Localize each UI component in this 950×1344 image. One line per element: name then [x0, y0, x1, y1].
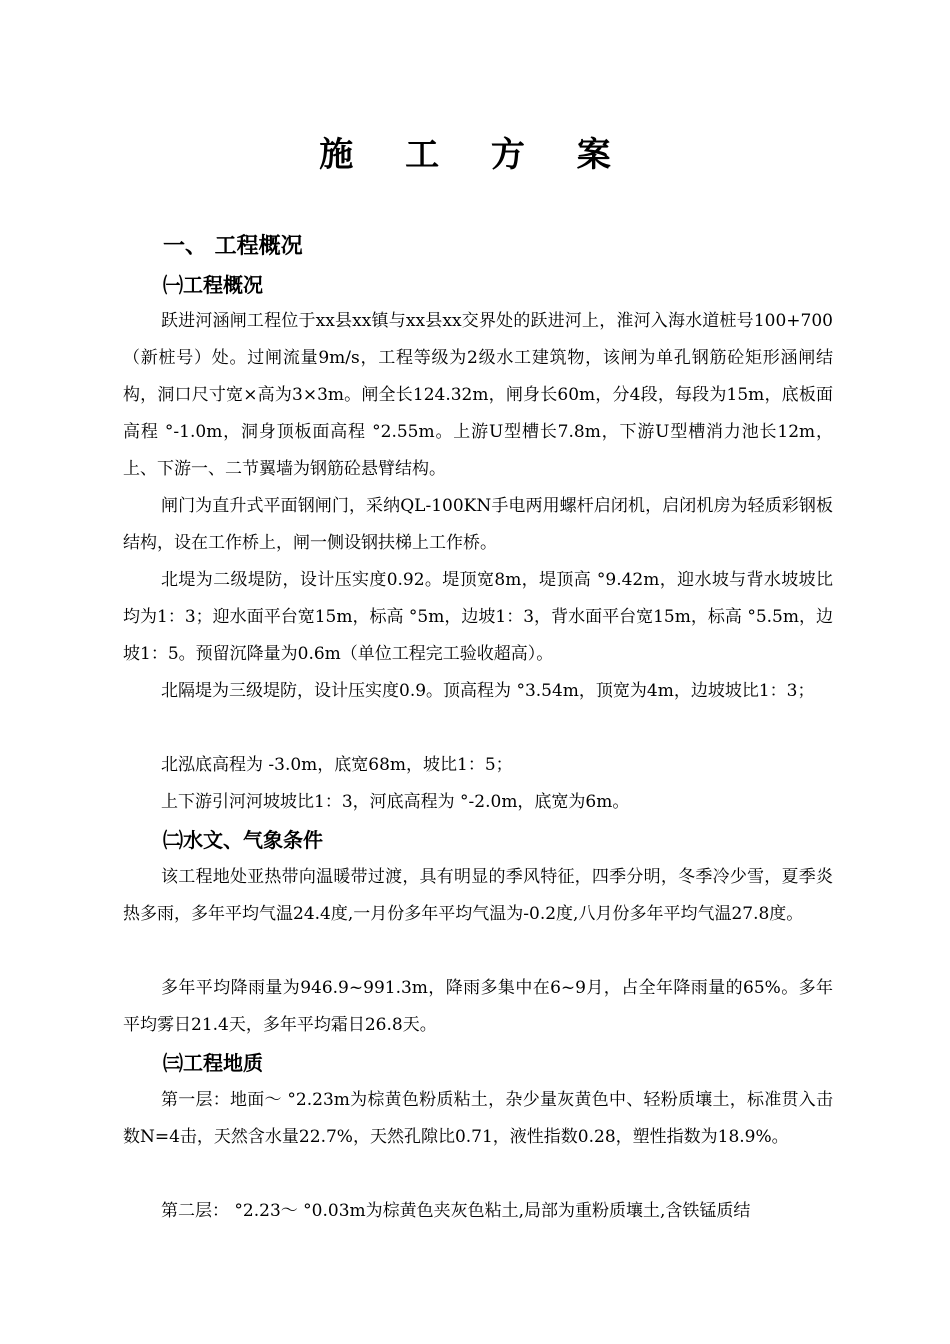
paragraph-project-description: 跃进河涵闸工程位于xx县xx镇与xx县xx交界处的跃进河上，淮河入海水道桩号100+700（新桩号）处。过闸流量9m/s，工程等级为2级水工建筑物，该闸为单孔钢筋砼矩形涵闸结构，洞口尺寸宽×高为3×3m。闸全长124.32m，闸身长60m，分4段，每段为15m，底板面高程 °-1.0m，洞身顶板面高程 °2.55m。上游U型槽长7.8m，下游U型槽消力池长12m，上、下游一、二节翼墙为钢筋砼悬臂结构。 — [123, 311, 833, 479]
document-title: 施 工 方 案 — [319, 135, 631, 175]
paragraph-north-channel: 北泓底高程为 -3.0m，底宽68m，坡比1：5； — [161, 755, 513, 775]
subheading-project-overview: ㈠工程概况 — [163, 273, 263, 297]
paragraph-north-levee: 北堤为二级堤防，设计压实度0.92。堤顶宽8m，堤顶高 °9.42m，迎水坡与背水坡坡比均为1：3；迎水面平台宽15m，标高 °5m，边坡1：3，背水面平台宽15m，标高 °5.5m，边坡1：5。预留沉降量为0.6m（单位工程完工验收超高）。 — [123, 570, 833, 664]
paragraph-gate-description: 闸门为直升式平面钢闸门，采纳QL-100KN手电两用螺杆启闭机，启闭机房为轻质彩钢板结构，设在工作桥上，闸一侧设钢扶梯上工作桥。 — [123, 496, 833, 553]
paragraph-soil-layer-2: 第二层： °2.23～ °0.03m为棕黄色夹灰色粘土,局部为重粉质壤土,含铁锰质结 — [161, 1201, 751, 1221]
paragraph-north-separation-levee: 北隔堤为三级堤防，设计压实度0.9。顶高程为 °3.54m，顶宽为4m，边坡坡比1：3； — [161, 681, 815, 701]
section-heading-overview: 一、 工程概况 — [163, 234, 303, 259]
paragraph-approach-channel: 上下游引河河坡坡比1：3，河底高程为 °-2.0m，底宽为6m。 — [161, 792, 630, 812]
paragraph-rainfall: 多年平均降雨量为946.9~991.3m，降雨多集中在6~9月，占全年降雨量的65%。多年平均雾日21.4天，多年平均霜日26.8天。 — [123, 978, 833, 1035]
paragraph-soil-layer-1: 第一层：地面～ °2.23m为棕黄色粉质粘土，杂少量灰黄色中、轻粉质壤土，标准贯入击数N=4击，天然含水量22.7%，天然孔隙比0.71，液性指数0.28，塑性指数为18.9%。 — [123, 1090, 833, 1147]
paragraph-climate: 该工程地处亚热带向温暖带过渡，具有明显的季风特征，四季分明，冬季冷少雪，夏季炎热多雨，多年平均气温24.4度,一月份多年平均气温为-0.2度,八月份多年平均气温27.8度。 — [123, 867, 833, 924]
subheading-hydrology-climate: ㈡水文、气象条件 — [163, 828, 323, 852]
subheading-geology: ㈢工程地质 — [163, 1051, 263, 1075]
